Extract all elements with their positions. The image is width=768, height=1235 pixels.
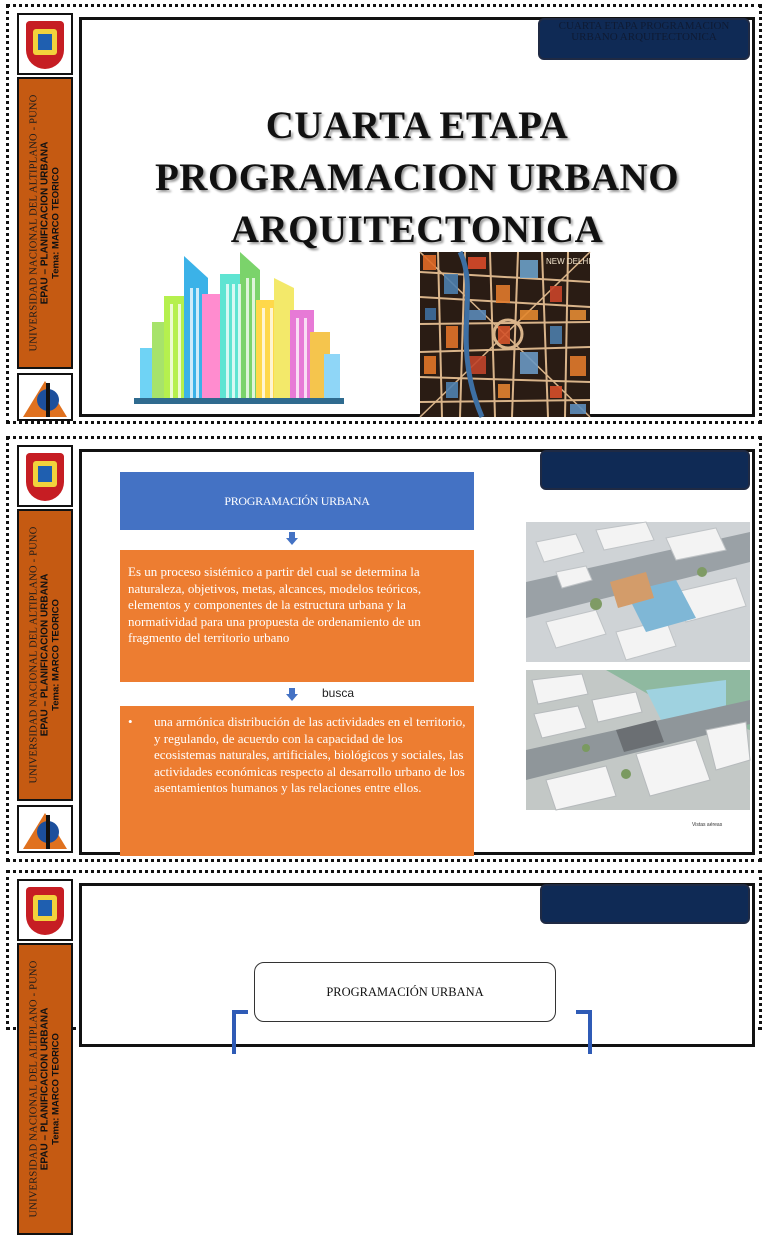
slide-3	[6, 870, 762, 1218]
university-logo	[17, 445, 73, 507]
title-line-1: CUARTA ETAPA	[265, 104, 569, 147]
connector-label: busca	[322, 686, 355, 700]
topic-label: Tema: MARCO TEORICO	[50, 599, 62, 711]
map-label: NEW DELHI	[546, 257, 591, 266]
programacion-urbana-box: PROGRAMACIÓN URBANA	[120, 472, 474, 530]
sidebar-band	[17, 77, 73, 369]
university-name: UNIVERSIDAD NACIONAL DEL ALTIPLANO - PUNO	[28, 960, 40, 1218]
slide-content	[79, 883, 755, 1047]
school-name: EPAU – PLANIFICACION URBANA	[39, 141, 51, 305]
university-logo	[17, 13, 73, 75]
slide-content	[79, 449, 755, 855]
title-line-2: PROGRAMACION URBANO	[154, 156, 680, 199]
slide-2	[6, 436, 762, 862]
sidebar	[15, 445, 75, 853]
slide-content	[79, 17, 755, 417]
university-name: UNIVERSIDAD NACIONAL DEL ALTIPLANO - PUNO	[28, 526, 40, 784]
stage-tag	[540, 450, 750, 490]
bracket-left-icon	[232, 1010, 248, 1054]
title-line-3: ARQUITECTONICA	[230, 208, 604, 251]
stage-tag	[540, 884, 750, 924]
topic-label: Tema: MARCO TEORICO	[50, 1033, 62, 1145]
arrow-down-icon	[286, 688, 298, 702]
photo-caption: Vistas aéreas	[692, 822, 723, 828]
sidebar	[15, 13, 75, 415]
school-name: EPAU – PLANIFICACION URBANA	[39, 1007, 51, 1171]
sidebar-band	[17, 943, 73, 1235]
goal-box	[120, 706, 474, 856]
faculty-emblem	[17, 805, 73, 853]
slide-title	[82, 100, 752, 256]
stage-tag: CUARTA ETAPA PROGRAMACION URBANO ARQUITECTONICA	[538, 18, 750, 60]
sidebar-band	[17, 509, 73, 801]
topic-label: Tema: MARCO TEORICO	[50, 167, 62, 279]
aerial-render-photo	[526, 522, 750, 662]
aerial-render-photo	[526, 670, 750, 810]
city-map-illustration	[420, 252, 590, 417]
faculty-emblem	[17, 373, 73, 421]
university-logo	[17, 879, 73, 941]
city-skyline-illustration	[134, 248, 344, 408]
bracket-right-icon	[576, 1010, 592, 1054]
programacion-urbana-box: PROGRAMACIÓN URBANA	[254, 962, 556, 1022]
school-name: EPAU – PLANIFICACION URBANA	[39, 573, 51, 737]
definition-box: Es un proceso sistémico a partir del cual se determina la naturaleza, objetivos, metas, alcances, modelos teóricos, elementos y componentes de la estructura urbana y la normatividad para una propuesta de ordenamiento de un fragmento del territorio urbano	[120, 550, 474, 682]
university-name: UNIVERSIDAD NACIONAL DEL ALTIPLANO - PUNO	[28, 94, 40, 352]
arrow-down-icon	[286, 532, 298, 546]
goal-text: una armónica distribución de las actividades en el territorio, y regulando, de acuerdo con la capacidad de los ecosistemas naturales, artificiales, biológicos y sociales, las actividades económicas respecto al desarrollo urbano de los asentamientos humanos y las relaciones entre ellos.	[154, 714, 466, 795]
slide-1	[6, 4, 762, 424]
sidebar	[15, 879, 75, 1218]
bullet-icon: •	[128, 714, 133, 729]
